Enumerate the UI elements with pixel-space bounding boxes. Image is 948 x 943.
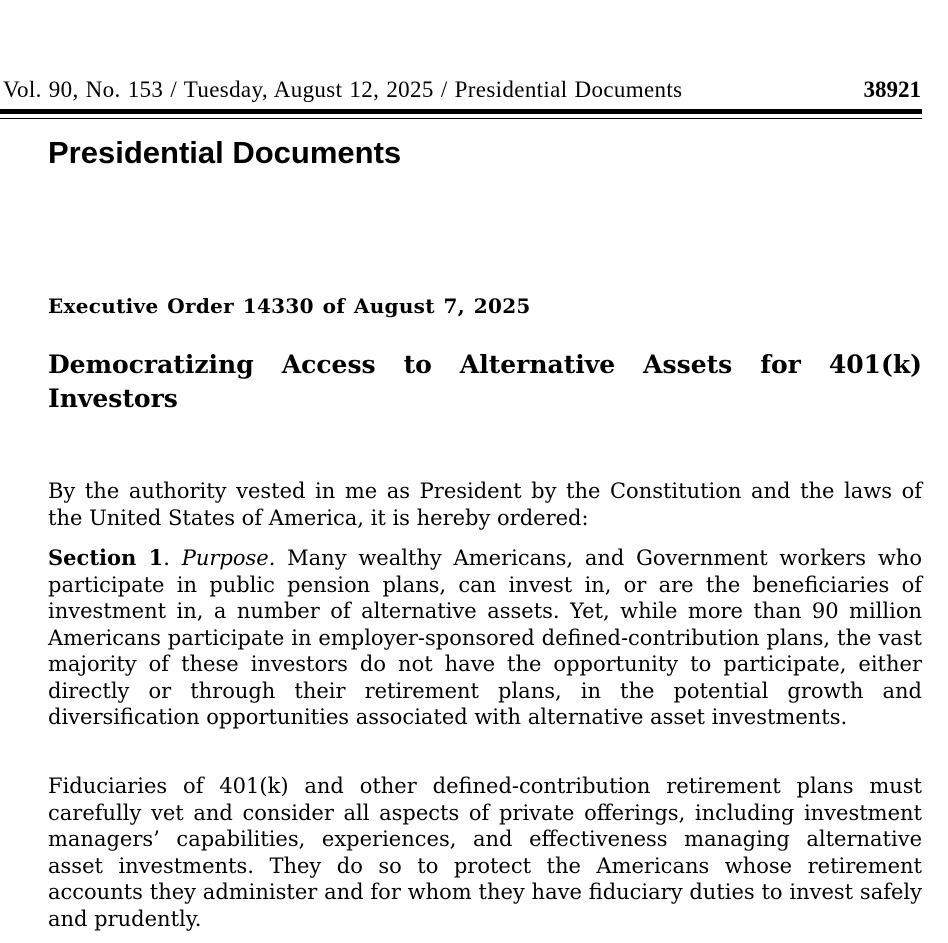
section-label: Section 1 xyxy=(48,545,164,570)
intro-paragraph: By the authority vested in me as President by the Constitution and the laws of the United States of America, it is hereby ordered: xyxy=(48,479,922,530)
running-header xyxy=(3,75,921,105)
executive-order-number: Executive Order 14330 of August 7, 2025 xyxy=(48,294,531,318)
fiduciaries-paragraph: Fiduciaries of 401(k) and other defined-contribution retirement plans must carefully vet and consider all aspects of private offerings, including investment managers’ capabilities, experiences, and effectiveness managing alternative asset investments. They do so to protect the Americans whose retirement accounts they administer and for whom they have fiduciary duties to invest safely and prudently. xyxy=(48,774,922,931)
header-citation: Vol. 90, No. 153 / Tuesday, August 12, 2025 / Presidential Documents xyxy=(3,77,683,102)
section-heading: Purpose. xyxy=(181,546,276,570)
header-rule-thin xyxy=(0,118,922,119)
section-1-text: Many wealthy Americans, and Government workers who participate in public pension plans, can invest in, or are the beneficiaries of investment in, a number of alternative assets. Yet, while more than 90 million Americans participate in employer-sponsored defined-contribution plans, the vast majority of these investors do not have the opportunity to participate, either directly or through their retirement plans, in the potential growth and diversification opportunities associated with alternative asset investments. xyxy=(48,546,922,729)
executive-order-title: Democratizing Access to Alternative Assets for 401(k) Investors xyxy=(48,350,922,413)
section-title: Presidential Documents xyxy=(48,135,402,170)
header-rule-thick xyxy=(0,109,922,114)
section-1-paragraph: Section 1. Purpose. Many wealthy Americans, and Government workers who participate in public pension plans, can invest in, or are the beneficiaries of investment in, a number of alternative assets. Yet, while more than 90 million Americans participate in employer-sponsored defined-contribution plans, the vast majority of these investors do not have the opportunity to participate, either directly or through their retirement plans, in the potential growth and diversification opportunities associated with alternative asset investments. xyxy=(48,545,922,729)
page-number: 38921 xyxy=(863,77,921,102)
